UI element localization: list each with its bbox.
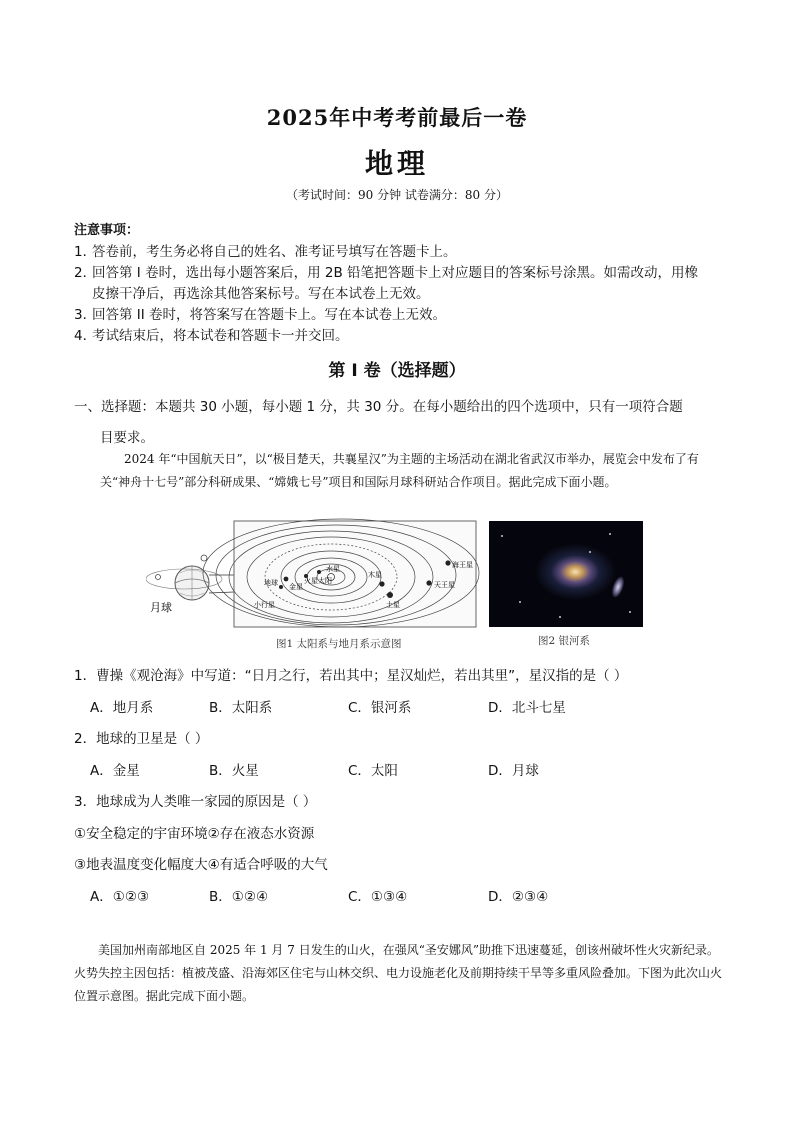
notice-text: 考试结束后，将本试卷和答题卡一并交回。 [92,328,349,344]
label-mars: 火星 [304,577,318,585]
notice-text: 答卷前，考生务必将自己的姓名、准考证号填写在答题卡上。 [92,244,457,260]
passage-space-day: 2024 年“中国航天日”，以“极目楚天，共襄星汉”为主题的主场活动在湖北省武汉市举办，展览会中发布了有关“神舟十七号”部分科研成果、“嫦娥七号”项目和国际月球科研站合作项目。据此完成下面小题。 [100,452,699,489]
question-3-option-d[interactable]: D．②③④ [488,889,549,905]
question-1-option-b[interactable]: B．太阳系 [209,700,273,716]
section-title: 第 I 卷（选择题） [328,361,466,381]
exam-info: （考试时间：90 分钟 试卷满分：80 分） [286,188,508,202]
question-1-stem: 1．曹操《观沧海》中写道：“日月之行，若出其中；星汉灿烂，若出其里”，星汉指的是（ ） [74,668,628,684]
label-moon: 月球 [150,601,172,614]
label-venus: 金星 [289,583,303,591]
notice-item-2 [74,263,734,284]
passage-california-fire: 美国加州南部地区自 2025 年 1 月 7 日发生的山火，在强风“圣安娜风”助推下迅速蔓延，创该州破坏性火灾新纪录。火势失控主因包括：植被茂盛、沿海郊区住宅与山林交织、电力设施老化及前期持续干旱等多重风险叠加。下图为此次山火位置示意图。据此完成下面小题。 [74,943,723,1003]
notice-num: 3． [74,307,97,323]
notice-item-1 [74,242,734,263]
label-mercury: 水星 [326,565,340,573]
satellite-galaxy [610,575,627,599]
label-jupiter: 木星 [368,571,382,579]
figure1-caption: 图1 太阳系与地月系示意图 [276,638,402,650]
question-2-option-a[interactable]: A．金星 [90,763,140,779]
solar-system-diagram [146,515,486,635]
question-3-option-c[interactable]: C．①③④ [348,889,408,905]
exam-title: 2025年中考考前最后一卷 [266,105,528,130]
notice-num: 1． [74,244,97,260]
question-3-stem: 3．地球成为人类唯一家园的原因是（ ） [74,794,317,810]
notice-item-4 [74,326,734,347]
label-sun: 太阳 [318,577,332,585]
notice-text: 回答第 I 卷时，选出每小题答案后，用 2B 铅笔把答题卡上对应题目的答案标号涂黑。如需改动，用橡 [92,265,698,281]
figure2-caption: 图2 银河系 [538,635,591,647]
question-2-option-b[interactable]: B．火星 [209,763,259,779]
notice-heading: 注意事项： [74,223,140,238]
question-2-option-d[interactable]: D．月球 [488,763,539,779]
question-1-option-a[interactable]: A．地月系 [90,700,154,716]
question-2-stem: 2．地球的卫星是（ ） [74,731,209,747]
label-asteroid: 小行星 [254,601,275,609]
section-intro-line1: 一、选择题：本题共 30 小题，每小题 1 分，共 30 分。在每小题给出的四个选项中，只有一项符合题 [74,399,683,415]
question-2-option-c[interactable]: C．太阳 [348,763,398,779]
section-intro-line2: 目要求。 [100,430,154,446]
notice-num: 4． [74,328,97,344]
galaxy-photo [489,521,643,627]
question-3-statement-2: ③地表温度变化幅度大④有适合呼吸的大气 [74,857,328,873]
notice-item-3 [74,305,734,326]
question-3-statement-1: ①安全稳定的宇宙环境②存在液态水资源 [74,826,315,842]
notice-text: 回答第 II 卷时，将答案写在答题卡上。写在本试卷上无效。 [92,307,447,323]
question-1-option-d[interactable]: D．北斗七星 [488,700,566,716]
moon-small-icon [201,555,207,561]
notice-item-2-cont: 皮擦干净后，再选涂其他答案标号。写在本试卷上无效。 [92,286,430,302]
question-1-option-c[interactable]: C．银河系 [348,700,412,716]
label-earth: 地球 [264,579,278,587]
question-3-option-a[interactable]: A．①②③ [90,889,150,905]
label-saturn: 土星 [386,601,400,609]
label-uranus: 天王星 [434,581,455,589]
notice-num: 2． [74,265,97,281]
label-neptune: 海王星 [452,561,473,569]
subject-title: 地理 [364,147,429,180]
question-3-option-b[interactable]: B．①②④ [209,889,269,905]
